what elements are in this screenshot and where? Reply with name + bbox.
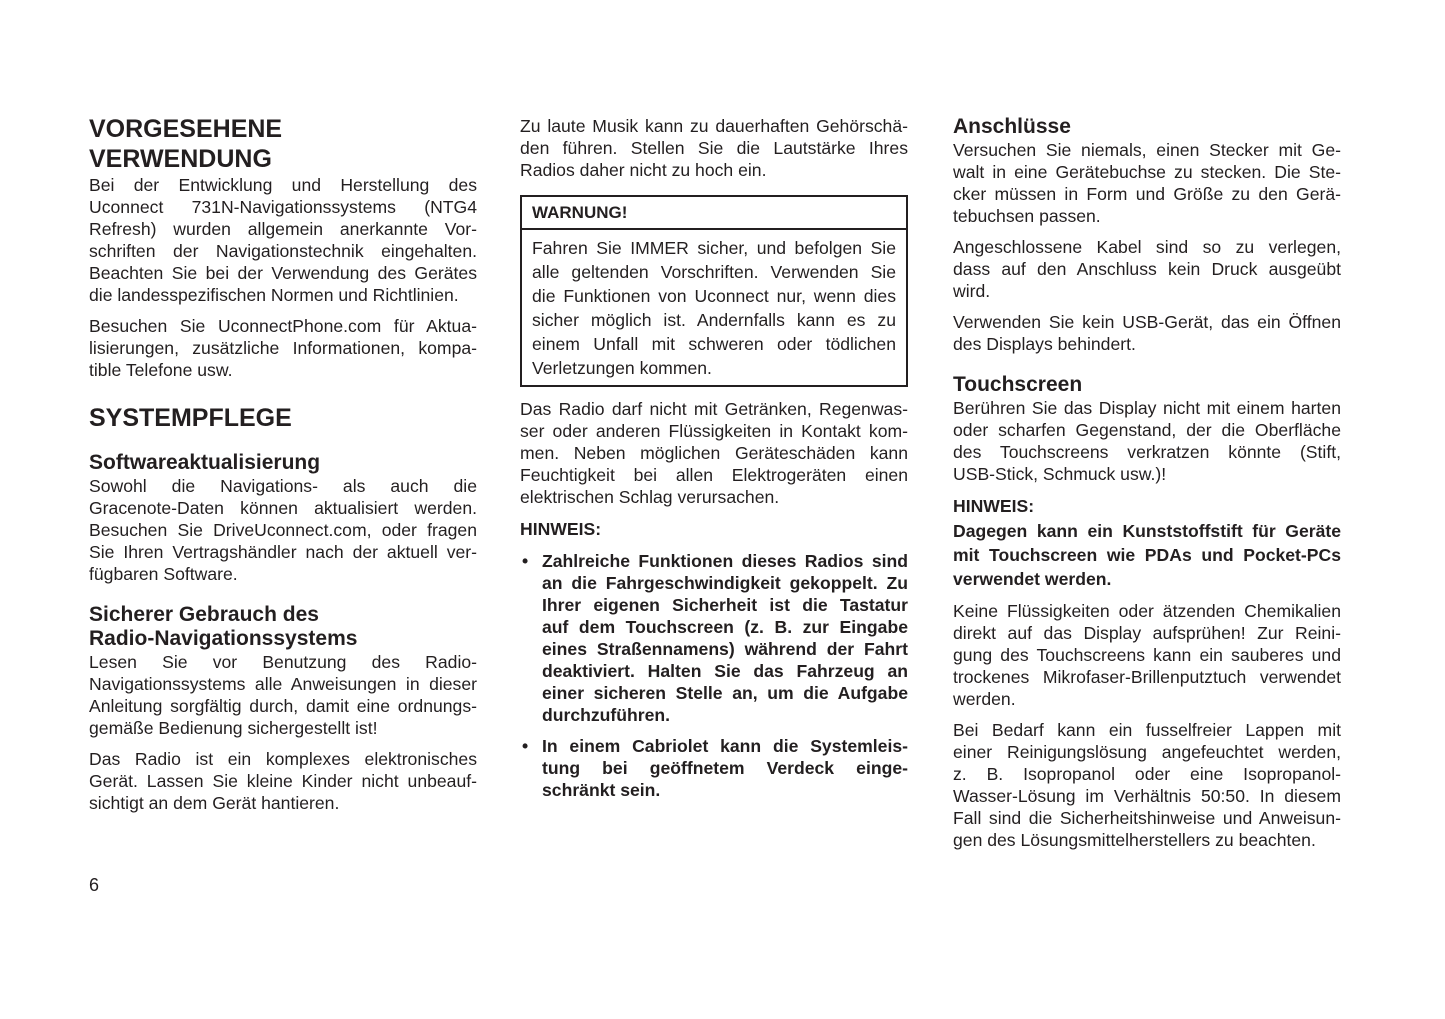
text-line: fügbaren Software. bbox=[89, 564, 238, 584]
warning-title: WARNUNG! bbox=[522, 197, 906, 230]
text-line: Beachten Sie bei der Verwendung des Gerätes bbox=[89, 263, 477, 283]
text-line: Navigationssystems alle Anweisungen in dieser bbox=[89, 674, 477, 694]
text-line: Uconnect 731N-Navigationssystems (NTG4 bbox=[89, 197, 477, 217]
text-line: den führen. Stellen Sie die Lautstärke Ihres bbox=[520, 138, 908, 158]
text-line: HINWEIS: bbox=[953, 496, 1035, 516]
list-item bbox=[520, 550, 908, 726]
bullet-icon: • bbox=[522, 736, 529, 756]
column-right bbox=[953, 115, 1341, 851]
text-line: wird. bbox=[953, 281, 991, 301]
paragraph bbox=[520, 115, 908, 181]
text-line: Sicherer Gebrauch des bbox=[89, 603, 319, 626]
column-left bbox=[89, 114, 477, 814]
text-line: gen des Lösungsmittelherstellers zu beachten. bbox=[953, 830, 1316, 850]
text-line: eines Straßennamens) während der Fahrt bbox=[542, 639, 908, 659]
note-text bbox=[953, 519, 1341, 591]
text-line: einem Unfall mit schweren oder tödlichen bbox=[532, 334, 896, 354]
text-line: Verwenden Sie kein USB-Gerät, das ein Öffnen bbox=[953, 312, 1341, 332]
text-line: Softwareaktualisierung bbox=[89, 451, 321, 474]
paragraph bbox=[953, 397, 1341, 485]
paragraph bbox=[89, 651, 477, 739]
text-line: Sie Ihren Vertragshändler nach der aktuell ver- bbox=[89, 542, 477, 562]
text-line: Das Radio ist ein komplexes elektronisches bbox=[89, 749, 477, 769]
text-line: cker müssen in Form und Größe zu den Gerä- bbox=[953, 184, 1341, 204]
text-line: VERWENDUNG bbox=[89, 145, 272, 173]
text-line: Das Radio darf nicht mit Getränken, Regenwas- bbox=[520, 399, 908, 419]
text-line: lisierungen, zusätzliche Informationen, kompa- bbox=[89, 338, 477, 358]
text-line: tebuchsen passen. bbox=[953, 206, 1101, 226]
subsection-heading bbox=[89, 451, 477, 475]
text-line: USB-Stick, Schmuck usw.)! bbox=[953, 464, 1167, 484]
text-line: Bei Bedarf kann ein fusselfreier Lappen mit bbox=[953, 720, 1341, 740]
paragraph bbox=[953, 311, 1341, 355]
text-line: elektrischen Schlag verursachen. bbox=[520, 487, 780, 507]
text-line: schriften der Navigationstechnik eingehalten. bbox=[89, 241, 477, 261]
section-heading bbox=[89, 403, 477, 433]
text-line: direkt auf das Display aufsprühen! Zur Reini- bbox=[953, 623, 1341, 643]
text-line: auf dem Touchscreen (z. B. zur Eingabe bbox=[542, 617, 908, 637]
text-line: Gerät. Lassen Sie kleine Kinder nicht unbeauf- bbox=[89, 771, 477, 791]
text-line: walt in eine Gerätebuchse zu stecken. Die Ste- bbox=[953, 162, 1341, 182]
warning-text bbox=[522, 230, 906, 385]
text-line: Zu laute Musik kann zu dauerhaften Gehörschä- bbox=[520, 116, 908, 136]
text-line: Fahren Sie IMMER sicher, und befolgen Sie bbox=[532, 238, 896, 258]
text-line: Feuchtigkeit bei allen Elektrogeräten einen bbox=[520, 465, 908, 485]
text-line: Radio-Navigationssystems bbox=[89, 627, 358, 650]
list-item bbox=[520, 735, 908, 801]
text-line: Sowohl die Navigations- als auch die bbox=[89, 476, 477, 496]
note-label bbox=[520, 518, 908, 540]
subsection-heading bbox=[953, 373, 1341, 397]
paragraph bbox=[520, 398, 908, 508]
text-line: schränkt sein. bbox=[542, 780, 661, 800]
paragraph bbox=[953, 600, 1341, 710]
text-line: Refresh) wurden allgemein anerkannte Vor- bbox=[89, 219, 477, 239]
text-line: die Funktionen von Uconnect nur, wenn dies bbox=[532, 286, 896, 306]
paragraph bbox=[953, 236, 1341, 302]
text-line: sichtigt an dem Gerät hantieren. bbox=[89, 793, 340, 813]
text-line: deaktiviert. Halten Sie das Fahrzeug an bbox=[542, 661, 908, 681]
text-line: Radios daher nicht zu hoch ein. bbox=[520, 160, 767, 180]
text-line: verwendet werden. bbox=[953, 569, 1112, 589]
text-line: mit Touchscreen wie PDAs und Pocket-PCs bbox=[953, 545, 1341, 565]
text-line: tung bei geöffnetem Verdeck einge- bbox=[542, 758, 908, 778]
text-line: Wasser-Lösung im Verhältnis 50:50. In diesem bbox=[953, 786, 1341, 806]
text-line: Versuchen Sie niemals, einen Stecker mit Ge- bbox=[953, 140, 1341, 160]
text-line: Angeschlossene Kabel sind so zu verlegen, bbox=[953, 237, 1341, 257]
page-number: 6 bbox=[89, 875, 100, 895]
text-line: Touchscreen bbox=[953, 373, 1083, 396]
text-line: einer sicheren Stelle an, um die Aufgabe bbox=[542, 683, 908, 703]
text-line: Lesen Sie vor Benutzung des Radio- bbox=[89, 652, 477, 672]
paragraph bbox=[89, 748, 477, 814]
text-line: sicher möglich ist. Andernfalls kann es zu bbox=[532, 310, 896, 330]
text-line: oder scharfen Gegenstand, der die Oberfläche bbox=[953, 420, 1341, 440]
text-line: tible Telefone usw. bbox=[89, 360, 233, 380]
text-line: Dagegen kann ein Kunststoffstift für Geräte bbox=[953, 521, 1341, 541]
bullet-list bbox=[520, 550, 908, 801]
text-line: des Touchscreens verkratzen könnte (Stift, bbox=[953, 442, 1341, 462]
note-label bbox=[953, 495, 1341, 517]
text-line: Zahlreiche Funktionen dieses Radios sind bbox=[542, 551, 908, 571]
text-line: Keine Flüssigkeiten oder ätzenden Chemikalien bbox=[953, 601, 1341, 621]
text-line: gemäße Bedienung sichergestellt ist! bbox=[89, 718, 378, 738]
text-line: Ihrer eigenen Sicherheit ist die Tastatur bbox=[542, 595, 908, 615]
paragraph bbox=[89, 315, 477, 381]
text-line: Gracenote-Daten können aktualisiert werden. bbox=[89, 498, 477, 518]
text-line: die landesspezifischen Normen und Richtlinien. bbox=[89, 285, 459, 305]
text-line: Bei der Entwicklung und Herstellung des bbox=[89, 175, 477, 195]
text-line: durchzuführen. bbox=[542, 705, 671, 725]
text-line: trockenes Mikrofaser-Brillenputztuch verwendet bbox=[953, 667, 1341, 687]
warning-box bbox=[520, 195, 908, 387]
text-line: des Displays behindert. bbox=[953, 334, 1136, 354]
text-line: werden. bbox=[953, 689, 1016, 709]
text-line: VORGESEHENE bbox=[89, 115, 283, 143]
paragraph bbox=[953, 719, 1341, 851]
text-line: gung des Touchscreens kann ein sauberes und bbox=[953, 645, 1341, 665]
section-heading bbox=[89, 114, 477, 174]
text-line: ser oder anderen Flüssigkeiten in Kontakt kom- bbox=[520, 421, 908, 441]
text-line: dass auf den Anschluss kein Druck ausgeübt bbox=[953, 259, 1341, 279]
text-line: alle geltenden Vorschriften. Verwenden Sie bbox=[532, 262, 896, 282]
text-line: men. Neben möglichen Geräteschäden kann bbox=[520, 443, 908, 463]
subsection-heading bbox=[953, 115, 1341, 139]
text-line: Anschlüsse bbox=[953, 115, 1071, 138]
column-middle bbox=[520, 115, 908, 801]
text-line: Besuchen Sie DriveUconnect.com, oder fragen bbox=[89, 520, 477, 540]
text-line: In einem Cabriolet kann die Systemleis- bbox=[542, 736, 908, 756]
text-line: Besuchen Sie UconnectPhone.com für Aktua- bbox=[89, 316, 477, 336]
text-line: Fall sind die Sicherheitshinweise und Anweisun- bbox=[953, 808, 1341, 828]
subsection-heading bbox=[89, 603, 477, 651]
text-line: HINWEIS: bbox=[520, 519, 602, 539]
text-line: Anleitung sorgfältig durch, damit eine ordnungs- bbox=[89, 696, 477, 716]
text-line: z. B. Isopropanol oder eine Isopropanol- bbox=[953, 764, 1341, 784]
paragraph bbox=[89, 174, 477, 306]
paragraph bbox=[89, 475, 477, 585]
bullet-icon: • bbox=[522, 551, 529, 571]
text-line: SYSTEMPFLEGE bbox=[89, 404, 292, 432]
text-line: an die Fahrgeschwindigkeit gekoppelt. Zu bbox=[542, 573, 908, 593]
text-line: einer Reinigungslösung angefeuchtet werden, bbox=[953, 742, 1341, 762]
paragraph bbox=[953, 139, 1341, 227]
text-line: Verletzungen kommen. bbox=[532, 358, 712, 378]
text-line: Berühren Sie das Display nicht mit einem harten bbox=[953, 398, 1341, 418]
